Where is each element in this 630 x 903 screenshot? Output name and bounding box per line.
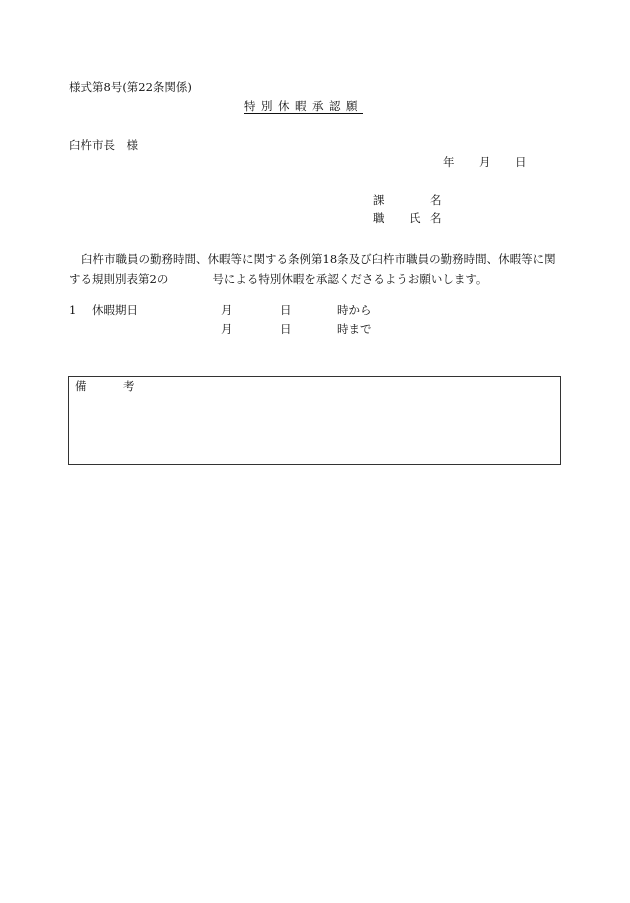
- date-day-label: 日: [515, 155, 527, 169]
- from-time-label: 時から: [337, 303, 372, 317]
- body-text-line-2-b: 号による特別休暇を承認くださるようお願いします。: [212, 272, 488, 286]
- date-month-label: 月: [479, 155, 491, 169]
- leave-period-label: 休暇期日: [92, 303, 138, 317]
- addressee: 臼杵市長 様: [69, 138, 138, 152]
- applicant-name-field: [373, 213, 442, 225]
- date-line: [443, 157, 527, 169]
- date-year-label: 年: [443, 155, 455, 169]
- body-text-line-2-a: する規則別表第2の: [69, 272, 169, 286]
- from-month-label: 月: [221, 303, 233, 317]
- remarks-label-1: 備: [75, 379, 87, 393]
- leave-item-number: 1: [69, 303, 77, 317]
- remarks-box: [68, 376, 561, 465]
- page-title: 特別休暇承認願: [244, 99, 363, 113]
- department-field: [373, 195, 442, 207]
- name-label-3: 名: [430, 211, 442, 225]
- to-month-label: 月: [221, 322, 233, 336]
- department-label-1: 課: [373, 193, 385, 207]
- to-time-label: 時まで: [337, 322, 372, 336]
- from-day-label: 日: [280, 303, 292, 317]
- body-text-line-1: 臼杵市職員の勤務時間、休暇等に関する条例第18条及び臼杵市職員の勤務時間、休暇等に関: [81, 252, 556, 266]
- remarks-label-2: 考: [123, 379, 135, 393]
- name-label-2: 氏: [409, 211, 421, 225]
- department-label-2: 名: [430, 193, 442, 207]
- request-body-text: [69, 249, 563, 289]
- name-label-1: 職: [373, 211, 385, 225]
- form-number: 様式第8号(第22条関係): [69, 80, 192, 94]
- to-day-label: 日: [280, 322, 292, 336]
- remarks-label: [75, 381, 135, 393]
- body-text-line-2: [69, 269, 563, 289]
